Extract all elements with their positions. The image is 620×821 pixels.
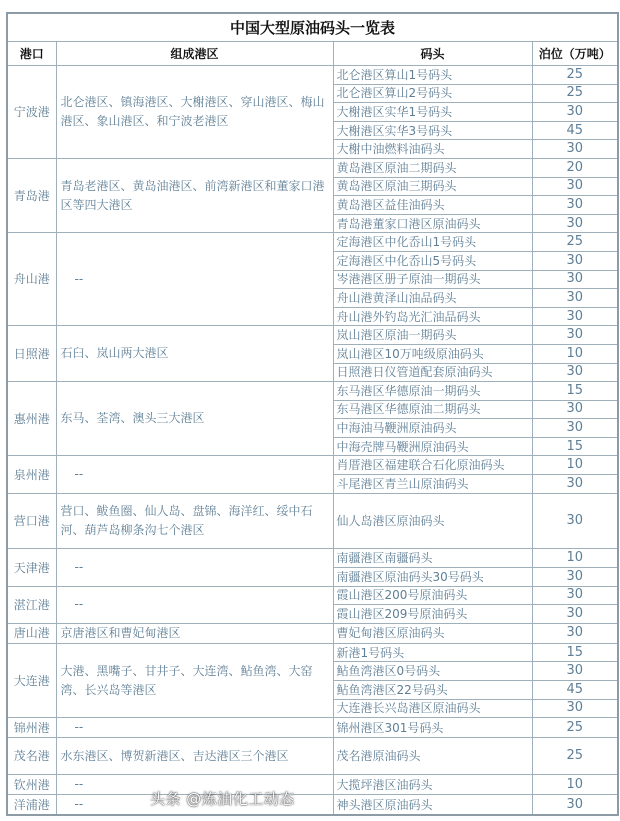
port-name: 日照港 <box>7 326 56 382</box>
table-row <box>7 738 618 775</box>
berth-capacity: 45 <box>532 121 618 140</box>
port-areas: 京唐港区和曹妃甸港区 <box>56 623 333 643</box>
wharf-name: 神头港区原油码头 <box>333 795 532 816</box>
port-name: 茂名港 <box>7 738 56 775</box>
berth-capacity: 30 <box>532 699 618 718</box>
port-areas: -- <box>56 233 333 326</box>
port-name: 营口港 <box>7 493 56 549</box>
port-name: 天津港 <box>7 549 56 586</box>
berth-capacity: 30 <box>532 605 618 624</box>
berth-capacity: 30 <box>532 251 618 270</box>
berth-capacity: 30 <box>532 326 618 345</box>
berth-capacity: 10 <box>532 344 618 363</box>
berth-capacity: 30 <box>532 103 618 122</box>
berth-capacity: 20 <box>532 158 618 177</box>
berth-capacity: 30 <box>532 400 618 419</box>
port-name: 泉州港 <box>7 456 56 493</box>
port-areas: -- <box>56 456 333 493</box>
port-name: 钦州港 <box>7 775 56 795</box>
table-row <box>7 233 618 252</box>
wharf-name: 南疆港区南疆码头 <box>333 549 532 568</box>
table-row <box>7 643 618 662</box>
table-row <box>7 549 618 568</box>
header-wharf: 码头 <box>333 42 532 66</box>
wharf-name: 中海壳牌马鞭洲原油码头 <box>333 437 532 456</box>
wharf-name: 大榭港区实华3号码头 <box>333 121 532 140</box>
wharf-name: 东马港区华德原油一期码头 <box>333 382 532 401</box>
wharf-name: 岑港港区册子原油一期码头 <box>333 270 532 289</box>
berth-capacity: 30 <box>532 662 618 681</box>
header-berth: 泊位（万吨） <box>532 42 618 66</box>
wharf-name: 北仑港区算山2号码头 <box>333 84 532 103</box>
berth-capacity: 45 <box>532 681 618 700</box>
berth-capacity: 30 <box>532 289 618 308</box>
wharf-name: 锦州港区301号码头 <box>333 718 532 738</box>
port-name: 锦州港 <box>7 718 56 738</box>
header-areas: 组成港区 <box>56 42 333 66</box>
port-name: 惠州港 <box>7 382 56 456</box>
berth-capacity: 30 <box>532 568 618 587</box>
wharf-name: 黄岛港区原油二期码头 <box>333 158 532 177</box>
table-row <box>7 775 618 795</box>
wharf-name: 曹妃甸港区原油码头 <box>333 623 532 643</box>
table-row <box>7 623 618 643</box>
wharf-name: 大榭中油燃料油码头 <box>333 140 532 159</box>
port-areas: -- <box>56 549 333 586</box>
port-areas: 水东港区、博贺新港区、吉达港区三个港区 <box>56 738 333 775</box>
berth-capacity: 25 <box>532 84 618 103</box>
berth-capacity: 15 <box>532 382 618 401</box>
wharf-name: 霞山港区209号原油码头 <box>333 605 532 624</box>
wharf-name: 南疆港区原油码头30号码头 <box>333 568 532 587</box>
wharf-name: 东马港区华德原油二期码头 <box>333 400 532 419</box>
berth-capacity: 15 <box>532 437 618 456</box>
wharf-name: 青岛港董家口港区原油码头 <box>333 214 532 233</box>
port-areas: -- <box>56 586 333 623</box>
table-row <box>7 326 618 345</box>
crude-oil-wharf-table <box>6 12 619 816</box>
port-name: 大连港 <box>7 643 56 717</box>
berth-capacity: 15 <box>532 643 618 662</box>
wharf-name: 定海港区中化岙山5号码头 <box>333 251 532 270</box>
wharf-name: 斗尾港区青兰山原油码头 <box>333 475 532 494</box>
berth-capacity: 25 <box>532 738 618 775</box>
berth-capacity: 30 <box>532 214 618 233</box>
table-row <box>7 158 618 177</box>
port-areas: 营口、鲅鱼圈、仙人岛、盘锦、海洋红、绥中石河、葫芦岛柳条沟七个港区 <box>56 493 333 549</box>
table-row <box>7 795 618 816</box>
wharf-name: 定海港区中化岙山1号码头 <box>333 233 532 252</box>
table-title: 中国大型原油码头一览表 <box>7 13 618 42</box>
wharf-name: 北仑港区算山1号码头 <box>333 66 532 85</box>
wharf-name: 大连港长兴岛港区原油码头 <box>333 699 532 718</box>
port-name: 洋浦港 <box>7 795 56 816</box>
berth-capacity: 30 <box>532 140 618 159</box>
table-row <box>7 456 618 475</box>
wharf-name: 肖厝港区福建联合石化原油码头 <box>333 456 532 475</box>
wharf-name: 新港1号码头 <box>333 643 532 662</box>
berth-capacity: 30 <box>532 795 618 816</box>
table-row <box>7 586 618 605</box>
berth-capacity: 30 <box>532 363 618 382</box>
wharf-name: 日照港日仪管道配套原油码头 <box>333 363 532 382</box>
wharf-name: 仙人岛港区原油码头 <box>333 493 532 549</box>
table-row <box>7 66 618 85</box>
berth-capacity: 30 <box>532 475 618 494</box>
port-areas: 石臼、岚山两大港区 <box>56 326 333 382</box>
port-areas: -- <box>56 795 333 816</box>
wharf-name: 茂名港原油码头 <box>333 738 532 775</box>
port-areas: -- <box>56 718 333 738</box>
berth-capacity: 30 <box>532 270 618 289</box>
wharf-name: 舟山港黄泽山油品码头 <box>333 289 532 308</box>
wharf-name: 鲇鱼湾港区0号码头 <box>333 662 532 681</box>
table-row <box>7 493 618 549</box>
table-row <box>7 382 618 401</box>
port-areas: 东马、荃湾、澳头三大港区 <box>56 382 333 456</box>
wharf-name: 黄岛港区益佳油码头 <box>333 196 532 215</box>
berth-capacity: 10 <box>532 549 618 568</box>
berth-capacity: 30 <box>532 307 618 326</box>
wharf-name: 鲇鱼湾港区22号码头 <box>333 681 532 700</box>
berth-capacity: 10 <box>532 775 618 795</box>
berth-capacity: 30 <box>532 177 618 196</box>
wharf-name: 大揽坪港区油码头 <box>333 775 532 795</box>
berth-capacity: 25 <box>532 718 618 738</box>
port-areas: 大港、黑嘴子、甘井子、大连湾、鲇鱼湾、大窑湾、长兴岛等港区 <box>56 643 333 717</box>
wharf-name: 霞山港区200号原油码头 <box>333 586 532 605</box>
watermark: 头条 @炼油化工动态 <box>150 790 295 808</box>
wharf-name: 岚山港区10万吨级原油码头 <box>333 344 532 363</box>
berth-capacity: 30 <box>532 196 618 215</box>
berth-capacity: 10 <box>532 456 618 475</box>
port-areas: 青岛老港区、黄岛油港区、前湾新港区和董家口港区等四大港区 <box>56 158 333 232</box>
port-name: 宁波港 <box>7 66 56 159</box>
berth-capacity: 30 <box>532 586 618 605</box>
berth-capacity: 30 <box>532 419 618 438</box>
wharf-name: 岚山港区原油一期码头 <box>333 326 532 345</box>
port-name: 舟山港 <box>7 233 56 326</box>
port-name: 唐山港 <box>7 623 56 643</box>
berth-capacity: 25 <box>532 233 618 252</box>
port-name: 湛江港 <box>7 586 56 623</box>
table-row <box>7 718 618 738</box>
berth-capacity: 25 <box>532 66 618 85</box>
berth-capacity: 30 <box>532 623 618 643</box>
wharf-name: 舟山港外钓岛光汇油品码头 <box>333 307 532 326</box>
wharf-name: 黄岛港区原油三期码头 <box>333 177 532 196</box>
table-body <box>7 66 618 816</box>
port-areas: 北仑港区、镇海港区、大榭港区、穿山港区、梅山港区、象山港区、和宁波老港区 <box>56 66 333 159</box>
wharf-name: 中海油马鞭洲原油码头 <box>333 419 532 438</box>
wharf-name: 大榭港区实华1号码头 <box>333 103 532 122</box>
port-name: 青岛港 <box>7 158 56 232</box>
berth-capacity: 30 <box>532 493 618 549</box>
port-areas: -- <box>56 775 333 795</box>
header-port: 港口 <box>7 42 56 66</box>
